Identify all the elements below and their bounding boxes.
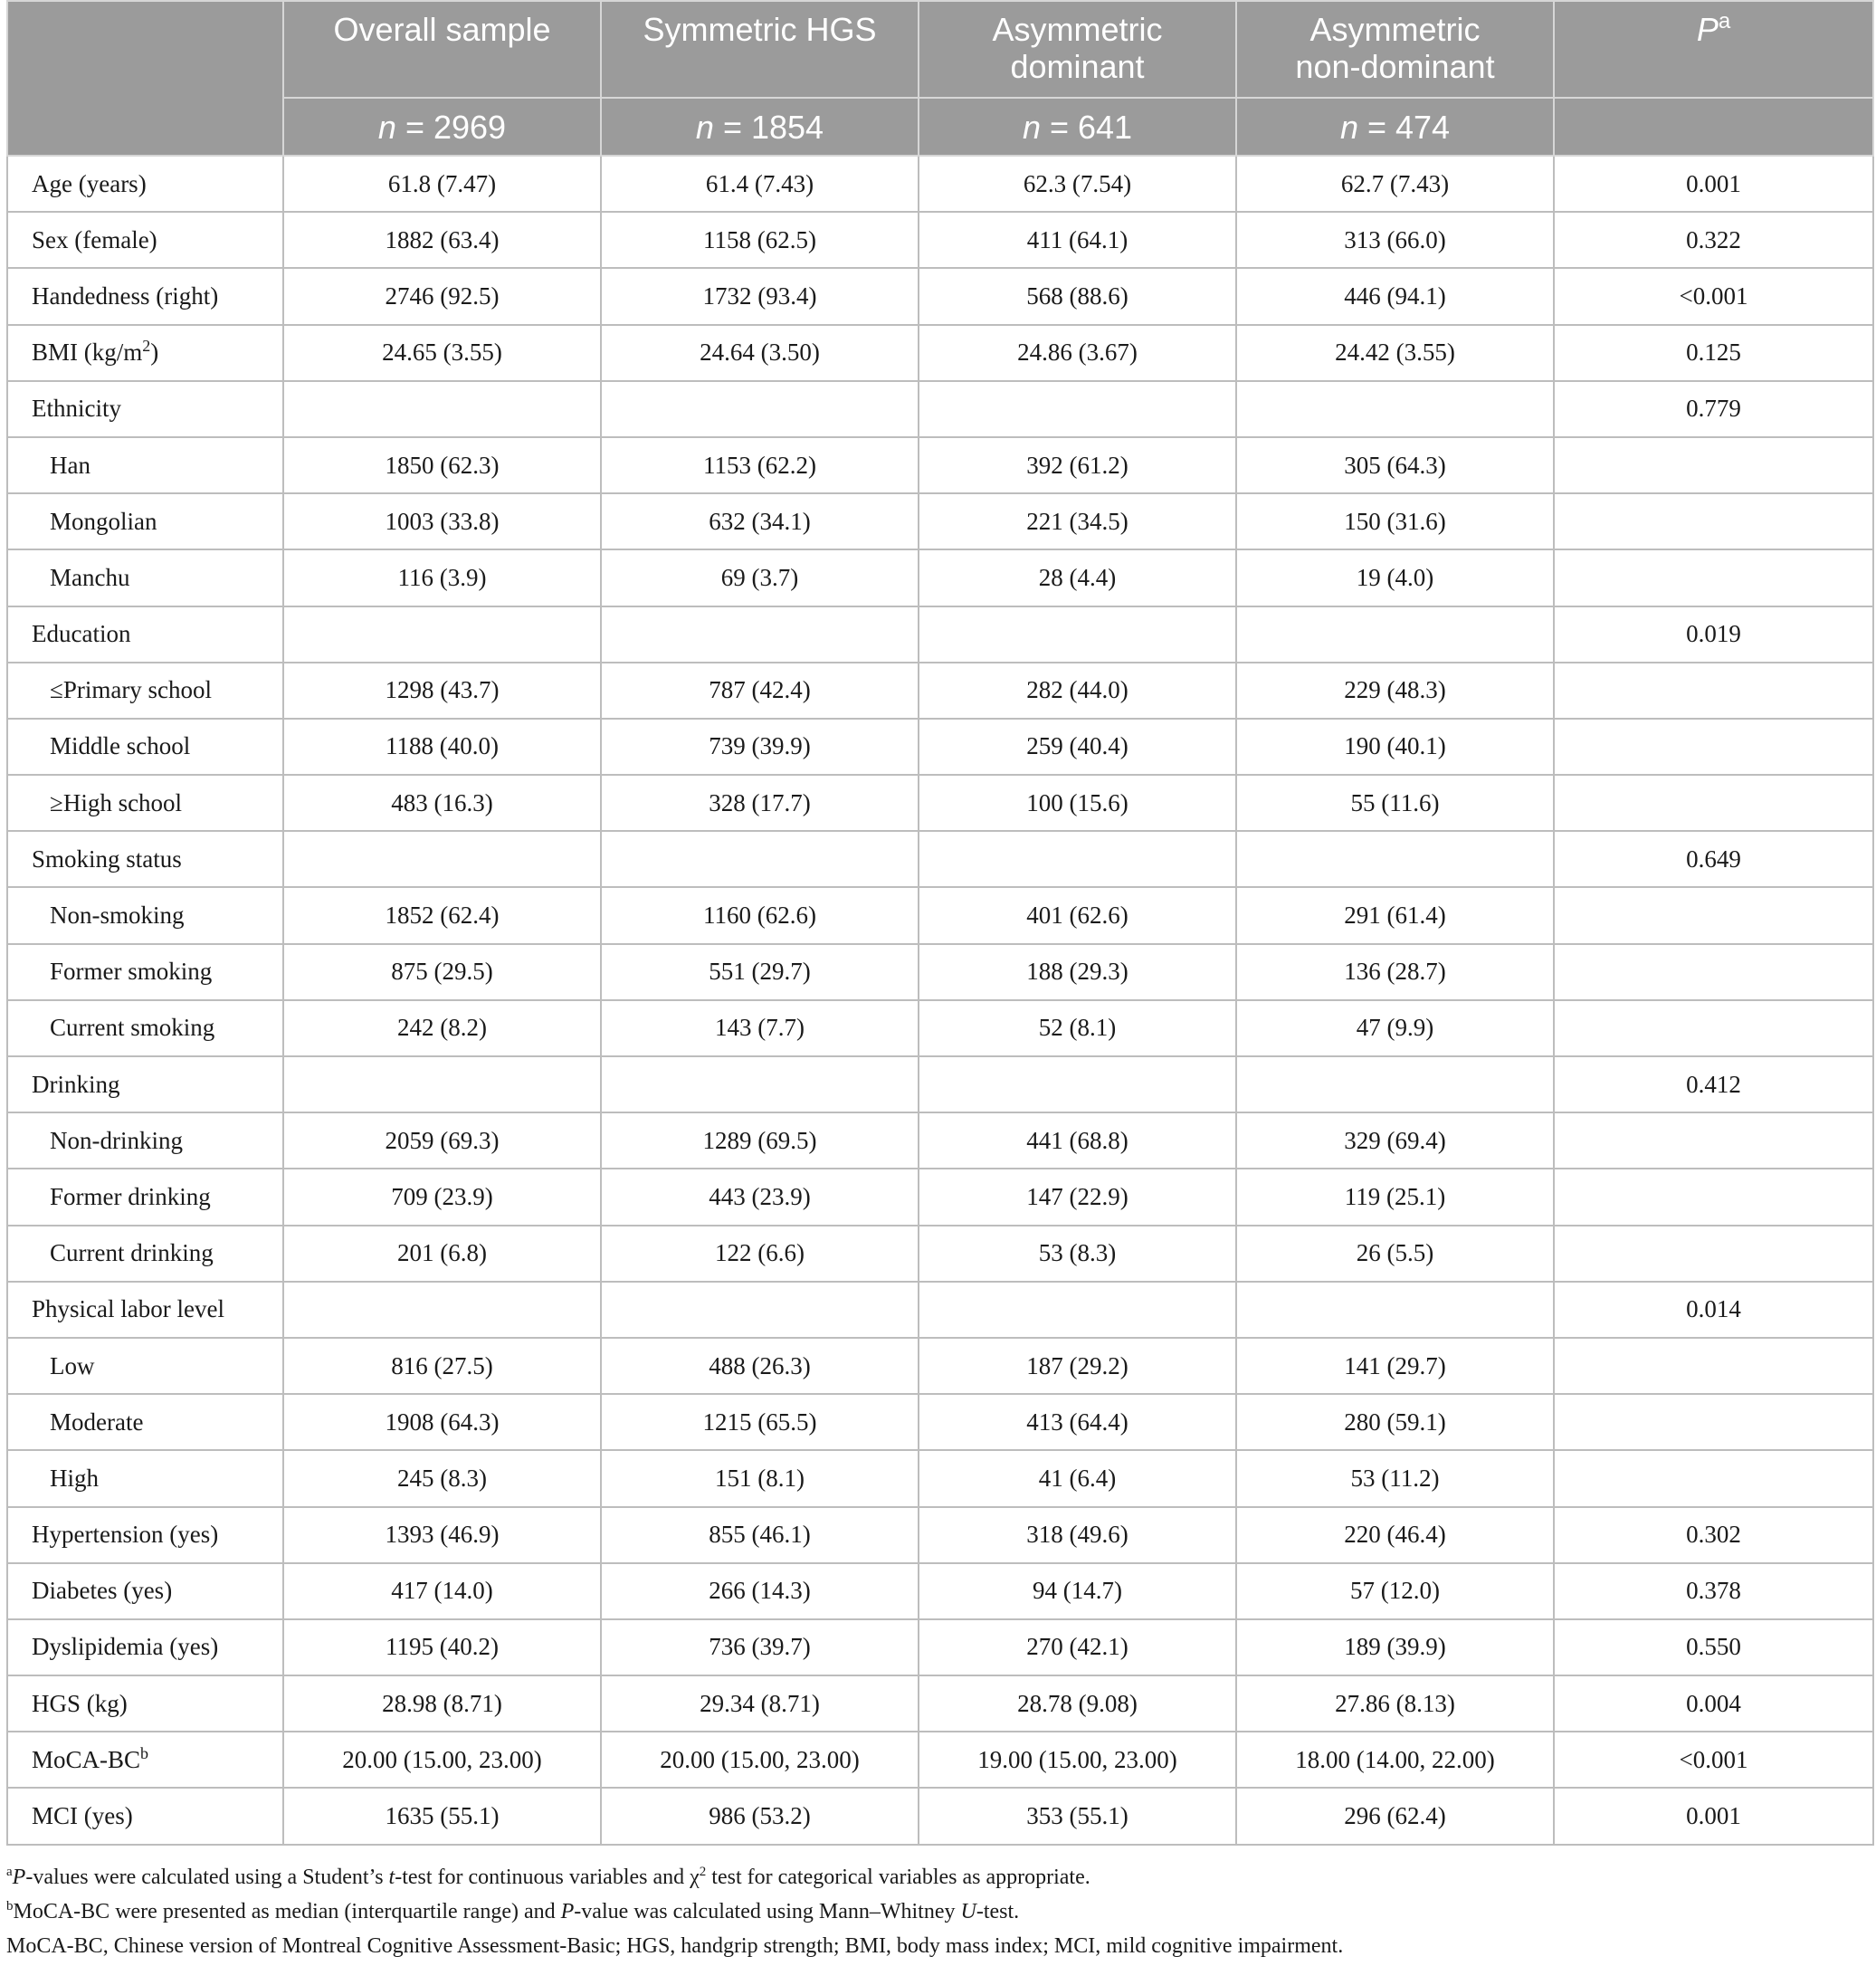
cell-symmetric: 855 (46.1) — [601, 1507, 919, 1563]
row-label — [7, 1788, 283, 1844]
row-label-text: ≤Primary school — [50, 676, 213, 704]
header-asym-dom-line1: Asymmetric — [992, 11, 1163, 48]
footnote-abbreviations: MoCA-BC, Chinese version of Montreal Cognitive Assessment-Basic; HGS, handgrip strength; BMI, body mass index; MCI, mild cognitive impairment. — [6, 1934, 1344, 1958]
footnote-a-mark: a — [6, 1865, 13, 1879]
row-label — [7, 325, 283, 381]
cell-p-value — [1554, 1226, 1873, 1282]
cell-p-value — [1554, 887, 1873, 943]
cell-asym-non-dominant: 24.42 (3.55) — [1236, 325, 1554, 381]
table-row — [7, 1000, 1873, 1056]
cell-asym-dominant: 282 (44.0) — [919, 663, 1236, 719]
cell-symmetric: 24.64 (3.50) — [601, 325, 919, 381]
cell-asym-dominant: 318 (49.6) — [919, 1507, 1236, 1563]
cell-p-value — [1554, 1112, 1873, 1169]
cell-overall: 483 (16.3) — [283, 775, 601, 831]
header-asymmetric-non-dominant — [1236, 1, 1554, 98]
cell-overall — [283, 831, 601, 887]
header-n-asym-dominant — [919, 98, 1236, 156]
row-label-text: Sex (female) — [32, 225, 157, 253]
cell-p-value: 0.779 — [1554, 381, 1873, 437]
cell-asym-non-dominant: 229 (48.3) — [1236, 663, 1554, 719]
header-n-blank — [1554, 98, 1873, 156]
cell-asym-non-dominant: 280 (59.1) — [1236, 1394, 1554, 1450]
cell-asym-dominant — [919, 831, 1236, 887]
cell-asym-dominant: 62.3 (7.54) — [919, 156, 1236, 212]
table-row — [7, 1226, 1873, 1282]
cell-overall: 28.98 (8.71) — [283, 1675, 601, 1732]
cell-symmetric: 1732 (93.4) — [601, 268, 919, 324]
cell-symmetric: 986 (53.2) — [601, 1788, 919, 1844]
footnote-b-u: U — [960, 1900, 976, 1923]
table-row — [7, 325, 1873, 381]
cell-asym-dominant: 221 (34.5) — [919, 493, 1236, 549]
row-label — [7, 663, 283, 719]
footnote-a — [6, 1860, 1871, 1894]
row-label — [7, 1282, 283, 1338]
cell-asym-dominant: 28 (4.4) — [919, 549, 1236, 606]
row-label-text: Current drinking — [50, 1239, 214, 1267]
row-label — [7, 1450, 283, 1506]
row-label-text: Diabetes (yes) — [32, 1577, 173, 1605]
cell-asym-non-dominant: 189 (39.9) — [1236, 1619, 1554, 1675]
row-label — [7, 944, 283, 1000]
cell-asym-dominant: 392 (61.2) — [919, 437, 1236, 493]
row-label-text: Smoking status — [32, 845, 182, 873]
cell-overall: 1003 (33.8) — [283, 493, 601, 549]
cell-overall: 1850 (62.3) — [283, 437, 601, 493]
row-label-text: Ethnicity — [32, 395, 121, 423]
cell-p-value: 0.001 — [1554, 156, 1873, 212]
cell-asym-dominant: 53 (8.3) — [919, 1226, 1236, 1282]
cell-overall: 242 (8.2) — [283, 1000, 601, 1056]
cell-overall: 24.65 (3.55) — [283, 325, 601, 381]
cell-overall: 116 (3.9) — [283, 549, 601, 606]
row-label-text: Physical labor level — [32, 1295, 224, 1323]
row-label-text: High — [50, 1464, 99, 1492]
cell-p-value: 0.550 — [1554, 1619, 1873, 1675]
cell-asym-dominant: 411 (64.1) — [919, 212, 1236, 268]
header-blank — [7, 1, 283, 156]
row-label — [7, 1169, 283, 1225]
cell-symmetric: 1289 (69.5) — [601, 1112, 919, 1169]
table-row — [7, 606, 1873, 663]
cell-asym-dominant — [919, 381, 1236, 437]
cell-p-value — [1554, 493, 1873, 549]
table-row — [7, 719, 1873, 775]
row-label — [7, 1619, 283, 1675]
cell-symmetric: 1215 (65.5) — [601, 1394, 919, 1450]
cell-asym-non-dominant: 291 (61.4) — [1236, 887, 1554, 943]
row-label-text: Age (years) — [32, 169, 147, 197]
cell-overall: 1852 (62.4) — [283, 887, 601, 943]
cell-asym-dominant: 19.00 (15.00, 23.00) — [919, 1732, 1236, 1788]
table-row — [7, 1675, 1873, 1732]
row-label-text: Former smoking — [50, 958, 213, 986]
cell-symmetric — [601, 1056, 919, 1112]
n-symmetric-value: = 1854 — [713, 108, 824, 146]
table-row — [7, 1732, 1873, 1788]
cell-asym-non-dominant: 19 (4.0) — [1236, 549, 1554, 606]
cell-asym-dominant: 28.78 (9.08) — [919, 1675, 1236, 1732]
table-row — [7, 268, 1873, 324]
cell-symmetric — [601, 381, 919, 437]
baseline-characteristics-table — [6, 0, 1874, 1846]
cell-symmetric: 736 (39.7) — [601, 1619, 919, 1675]
cell-asym-dominant: 188 (29.3) — [919, 944, 1236, 1000]
cell-symmetric: 151 (8.1) — [601, 1450, 919, 1506]
row-label-text: Handedness (right) — [32, 282, 219, 310]
bmi-superscript: 2 — [142, 337, 151, 356]
cell-symmetric: 787 (42.4) — [601, 663, 919, 719]
cell-symmetric: 1160 (62.6) — [601, 887, 919, 943]
cell-overall: 1298 (43.7) — [283, 663, 601, 719]
table-row — [7, 1619, 1873, 1675]
row-label — [7, 212, 283, 268]
table-row — [7, 1169, 1873, 1225]
footnote-a-t: t — [388, 1866, 395, 1889]
cell-asym-non-dominant: 62.7 (7.43) — [1236, 156, 1554, 212]
cell-symmetric: 29.34 (8.71) — [601, 1675, 919, 1732]
table-row — [7, 831, 1873, 887]
cell-p-value — [1554, 1394, 1873, 1450]
cell-symmetric: 328 (17.7) — [601, 775, 919, 831]
cell-asym-non-dominant: 446 (94.1) — [1236, 268, 1554, 324]
cell-p-value — [1554, 549, 1873, 606]
cell-overall: 61.8 (7.47) — [283, 156, 601, 212]
cell-symmetric: 1158 (62.5) — [601, 212, 919, 268]
header-overall-sample: Overall sample — [283, 1, 601, 98]
cell-asym-dominant: 270 (42.1) — [919, 1619, 1236, 1675]
cell-asym-dominant: 259 (40.4) — [919, 719, 1236, 775]
cell-p-value: 0.001 — [1554, 1788, 1873, 1844]
cell-p-value: 0.004 — [1554, 1675, 1873, 1732]
moca-footnote-mark: b — [140, 1743, 149, 1762]
n-italic: n — [1339, 108, 1358, 146]
cell-asym-non-dominant: 18.00 (14.00, 22.00) — [1236, 1732, 1554, 1788]
table-row — [7, 775, 1873, 831]
row-label — [7, 1563, 283, 1619]
table-row — [7, 887, 1873, 943]
cell-p-value: <0.001 — [1554, 1732, 1873, 1788]
row-label-text: Current smoking — [50, 1014, 215, 1042]
table-row — [7, 1394, 1873, 1450]
footnote-a-text2: -test for continuous variables and χ — [395, 1866, 700, 1889]
cell-asym-dominant: 353 (55.1) — [919, 1788, 1236, 1844]
cell-symmetric: 632 (34.1) — [601, 493, 919, 549]
n-asym-dominant-value: = 641 — [1040, 108, 1133, 146]
cell-asym-non-dominant — [1236, 831, 1554, 887]
cell-overall: 875 (29.5) — [283, 944, 601, 1000]
header-p-letter: P — [1696, 11, 1719, 48]
cell-asym-non-dominant: 296 (62.4) — [1236, 1788, 1554, 1844]
cell-p-value — [1554, 1450, 1873, 1506]
cell-overall — [283, 1056, 601, 1112]
cell-p-value: 0.378 — [1554, 1563, 1873, 1619]
cell-asym-dominant: 441 (68.8) — [919, 1112, 1236, 1169]
cell-asym-non-dominant: 150 (31.6) — [1236, 493, 1554, 549]
row-label — [7, 156, 283, 212]
cell-overall — [283, 1282, 601, 1338]
cell-symmetric: 488 (26.3) — [601, 1338, 919, 1394]
cell-asym-non-dominant: 141 (29.7) — [1236, 1338, 1554, 1394]
table-row — [7, 493, 1873, 549]
cell-symmetric: 739 (39.9) — [601, 719, 919, 775]
cell-overall: 245 (8.3) — [283, 1450, 601, 1506]
cell-p-value — [1554, 719, 1873, 775]
footnote-a-text3: test for categorical variables as appropriate. — [706, 1866, 1090, 1889]
row-label — [7, 831, 283, 887]
row-label — [7, 1338, 283, 1394]
cell-asym-dominant — [919, 606, 1236, 663]
cell-overall: 1882 (63.4) — [283, 212, 601, 268]
cell-p-value: 0.125 — [1554, 325, 1873, 381]
cell-overall — [283, 606, 601, 663]
cell-asym-dominant — [919, 1056, 1236, 1112]
header-n-overall — [283, 98, 601, 156]
cell-asym-non-dominant: 305 (64.3) — [1236, 437, 1554, 493]
header-n-asym-non-dominant — [1236, 98, 1554, 156]
cell-p-value: 0.412 — [1554, 1056, 1873, 1112]
row-label — [7, 887, 283, 943]
n-italic: n — [377, 108, 396, 146]
cell-symmetric: 69 (3.7) — [601, 549, 919, 606]
cell-overall: 2059 (69.3) — [283, 1112, 601, 1169]
footnote-b-text1: MoCA-BC were presented as median (interquartile range) and — [13, 1900, 561, 1923]
cell-overall: 20.00 (15.00, 23.00) — [283, 1732, 601, 1788]
cell-asym-dominant: 187 (29.2) — [919, 1338, 1236, 1394]
row-label-text: Dyslipidemia (yes) — [32, 1633, 219, 1661]
cell-asym-dominant — [919, 1282, 1236, 1338]
cell-asym-dominant: 94 (14.7) — [919, 1563, 1236, 1619]
header-p-footnote-mark: a — [1718, 9, 1731, 33]
cell-overall: 201 (6.8) — [283, 1226, 601, 1282]
cell-asym-dominant: 52 (8.1) — [919, 1000, 1236, 1056]
table-row — [7, 663, 1873, 719]
cell-overall: 1188 (40.0) — [283, 719, 601, 775]
header-asym-dom-line2: dominant — [1010, 48, 1145, 85]
cell-p-value: 0.019 — [1554, 606, 1873, 663]
n-overall-value: = 2969 — [395, 108, 507, 146]
footnote-a-chi-sup: 2 — [699, 1865, 707, 1879]
table-footnotes — [6, 1860, 1871, 1963]
row-label-text: Education — [32, 620, 131, 648]
header-asym-nondom-line1: Asymmetric — [1309, 11, 1481, 48]
cell-overall: 1393 (46.9) — [283, 1507, 601, 1563]
cell-symmetric: 551 (29.7) — [601, 944, 919, 1000]
cell-asym-dominant: 24.86 (3.67) — [919, 325, 1236, 381]
cell-symmetric: 20.00 (15.00, 23.00) — [601, 1732, 919, 1788]
table-row — [7, 1563, 1873, 1619]
row-label — [7, 719, 283, 775]
header-p-value — [1554, 1, 1873, 98]
n-asym-non-dominant-value: = 474 — [1357, 108, 1451, 146]
cell-asym-non-dominant — [1236, 1282, 1554, 1338]
cell-symmetric: 266 (14.3) — [601, 1563, 919, 1619]
table-row — [7, 549, 1873, 606]
row-label-text: Hypertension (yes) — [32, 1521, 219, 1549]
row-label-text: Low — [50, 1351, 95, 1379]
cell-overall: 1908 (64.3) — [283, 1394, 601, 1450]
row-label — [7, 1112, 283, 1169]
header-asym-nondom-line2: non-dominant — [1295, 48, 1495, 85]
cell-p-value — [1554, 437, 1873, 493]
row-label — [7, 381, 283, 437]
cell-overall: 709 (23.9) — [283, 1169, 601, 1225]
table-row — [7, 1112, 1873, 1169]
n-italic: n — [1022, 108, 1041, 146]
row-label — [7, 493, 283, 549]
cell-asym-non-dominant: 27.86 (8.13) — [1236, 1675, 1554, 1732]
cell-p-value — [1554, 775, 1873, 831]
cell-p-value: <0.001 — [1554, 268, 1873, 324]
row-label — [7, 1394, 283, 1450]
row-label — [7, 1056, 283, 1112]
cell-symmetric — [601, 1282, 919, 1338]
cell-p-value: 0.302 — [1554, 1507, 1873, 1563]
cell-overall: 1635 (55.1) — [283, 1788, 601, 1844]
row-label-text: Han — [50, 451, 90, 479]
row-label-text: BMI (kg/m — [32, 339, 143, 367]
cell-p-value: 0.649 — [1554, 831, 1873, 887]
table-row — [7, 944, 1873, 1000]
table-row — [7, 1056, 1873, 1112]
cell-p-value — [1554, 1000, 1873, 1056]
row-label — [7, 549, 283, 606]
table-row — [7, 381, 1873, 437]
cell-asym-non-dominant — [1236, 606, 1554, 663]
header-asymmetric-dominant — [919, 1, 1236, 98]
cell-symmetric: 61.4 (7.43) — [601, 156, 919, 212]
cell-symmetric — [601, 831, 919, 887]
table-row — [7, 437, 1873, 493]
row-label-text: MCI (yes) — [32, 1802, 133, 1830]
row-label-text: Non-drinking — [50, 1126, 183, 1154]
row-label-text: ≥High school — [50, 788, 183, 816]
cell-asym-non-dominant: 53 (11.2) — [1236, 1450, 1554, 1506]
cell-asym-non-dominant: 329 (69.4) — [1236, 1112, 1554, 1169]
table-row — [7, 1450, 1873, 1506]
row-label — [7, 1000, 283, 1056]
row-label-text: Mongolian — [50, 507, 157, 535]
footnote-a-p: P — [12, 1866, 26, 1889]
footnote-b-text2: -value was calculated using Mann–Whitney — [574, 1900, 961, 1923]
cell-asym-non-dominant — [1236, 1056, 1554, 1112]
cell-asym-non-dominant: 220 (46.4) — [1236, 1507, 1554, 1563]
cell-asym-dominant: 147 (22.9) — [919, 1169, 1236, 1225]
row-label — [7, 268, 283, 324]
table-body — [7, 156, 1873, 1845]
row-label-text: Drinking — [32, 1070, 120, 1098]
row-label-text: Manchu — [50, 563, 130, 591]
cell-symmetric — [601, 606, 919, 663]
row-label — [7, 437, 283, 493]
cell-asym-non-dominant: 57 (12.0) — [1236, 1563, 1554, 1619]
row-label-text: Moderate — [50, 1408, 144, 1436]
cell-asym-non-dominant: 119 (25.1) — [1236, 1169, 1554, 1225]
cell-asym-dominant: 413 (64.4) — [919, 1394, 1236, 1450]
footnote-a-text1: -values were calculated using a Student’s — [25, 1866, 389, 1889]
cell-asym-non-dominant: 47 (9.9) — [1236, 1000, 1554, 1056]
n-italic: n — [695, 108, 714, 146]
cell-p-value — [1554, 663, 1873, 719]
table-row — [7, 1338, 1873, 1394]
cell-asym-dominant: 401 (62.6) — [919, 887, 1236, 943]
row-label-text: HGS (kg) — [32, 1689, 128, 1717]
table-header — [7, 1, 1873, 156]
cell-asym-dominant: 100 (15.6) — [919, 775, 1236, 831]
row-label-text: Former drinking — [50, 1182, 211, 1210]
cell-asym-dominant: 568 (88.6) — [919, 268, 1236, 324]
cell-symmetric: 1153 (62.2) — [601, 437, 919, 493]
cell-asym-non-dominant: 313 (66.0) — [1236, 212, 1554, 268]
row-label — [7, 606, 283, 663]
cell-symmetric: 122 (6.6) — [601, 1226, 919, 1282]
header-n-symmetric — [601, 98, 919, 156]
cell-p-value: 0.014 — [1554, 1282, 1873, 1338]
row-label — [7, 1226, 283, 1282]
table-row — [7, 1507, 1873, 1563]
cell-asym-non-dominant: 190 (40.1) — [1236, 719, 1554, 775]
table-row — [7, 1788, 1873, 1844]
footnote-b-mark: b — [6, 1899, 14, 1914]
cell-p-value — [1554, 944, 1873, 1000]
row-label-text: Non-smoking — [50, 902, 185, 930]
cell-asym-non-dominant: 136 (28.7) — [1236, 944, 1554, 1000]
table-row — [7, 156, 1873, 212]
bmi-close-paren: ) — [150, 339, 159, 367]
cell-symmetric: 443 (23.9) — [601, 1169, 919, 1225]
footnote-b-p: P — [560, 1900, 575, 1923]
table-row — [7, 212, 1873, 268]
cell-overall: 816 (27.5) — [283, 1338, 601, 1394]
cell-overall: 2746 (92.5) — [283, 268, 601, 324]
cell-asym-non-dominant: 55 (11.6) — [1236, 775, 1554, 831]
cell-p-value: 0.322 — [1554, 212, 1873, 268]
table-container — [6, 0, 1872, 1846]
cell-p-value — [1554, 1169, 1873, 1225]
row-label-text: Middle school — [50, 732, 191, 760]
cell-overall: 417 (14.0) — [283, 1563, 601, 1619]
footnote-b-text3: -test. — [976, 1900, 1020, 1923]
cell-asym-non-dominant — [1236, 381, 1554, 437]
row-label — [7, 1507, 283, 1563]
cell-symmetric: 143 (7.7) — [601, 1000, 919, 1056]
cell-asym-dominant: 41 (6.4) — [919, 1450, 1236, 1506]
cell-overall — [283, 381, 601, 437]
cell-p-value — [1554, 1338, 1873, 1394]
row-label — [7, 1732, 283, 1788]
header-symmetric-hgs: Symmetric HGS — [601, 1, 919, 98]
cell-asym-non-dominant: 26 (5.5) — [1236, 1226, 1554, 1282]
row-label — [7, 775, 283, 831]
footnote-b — [6, 1894, 1871, 1929]
row-label-text: MoCA-BC — [32, 1745, 141, 1773]
cell-overall: 1195 (40.2) — [283, 1619, 601, 1675]
table-row — [7, 1282, 1873, 1338]
row-label — [7, 1675, 283, 1732]
